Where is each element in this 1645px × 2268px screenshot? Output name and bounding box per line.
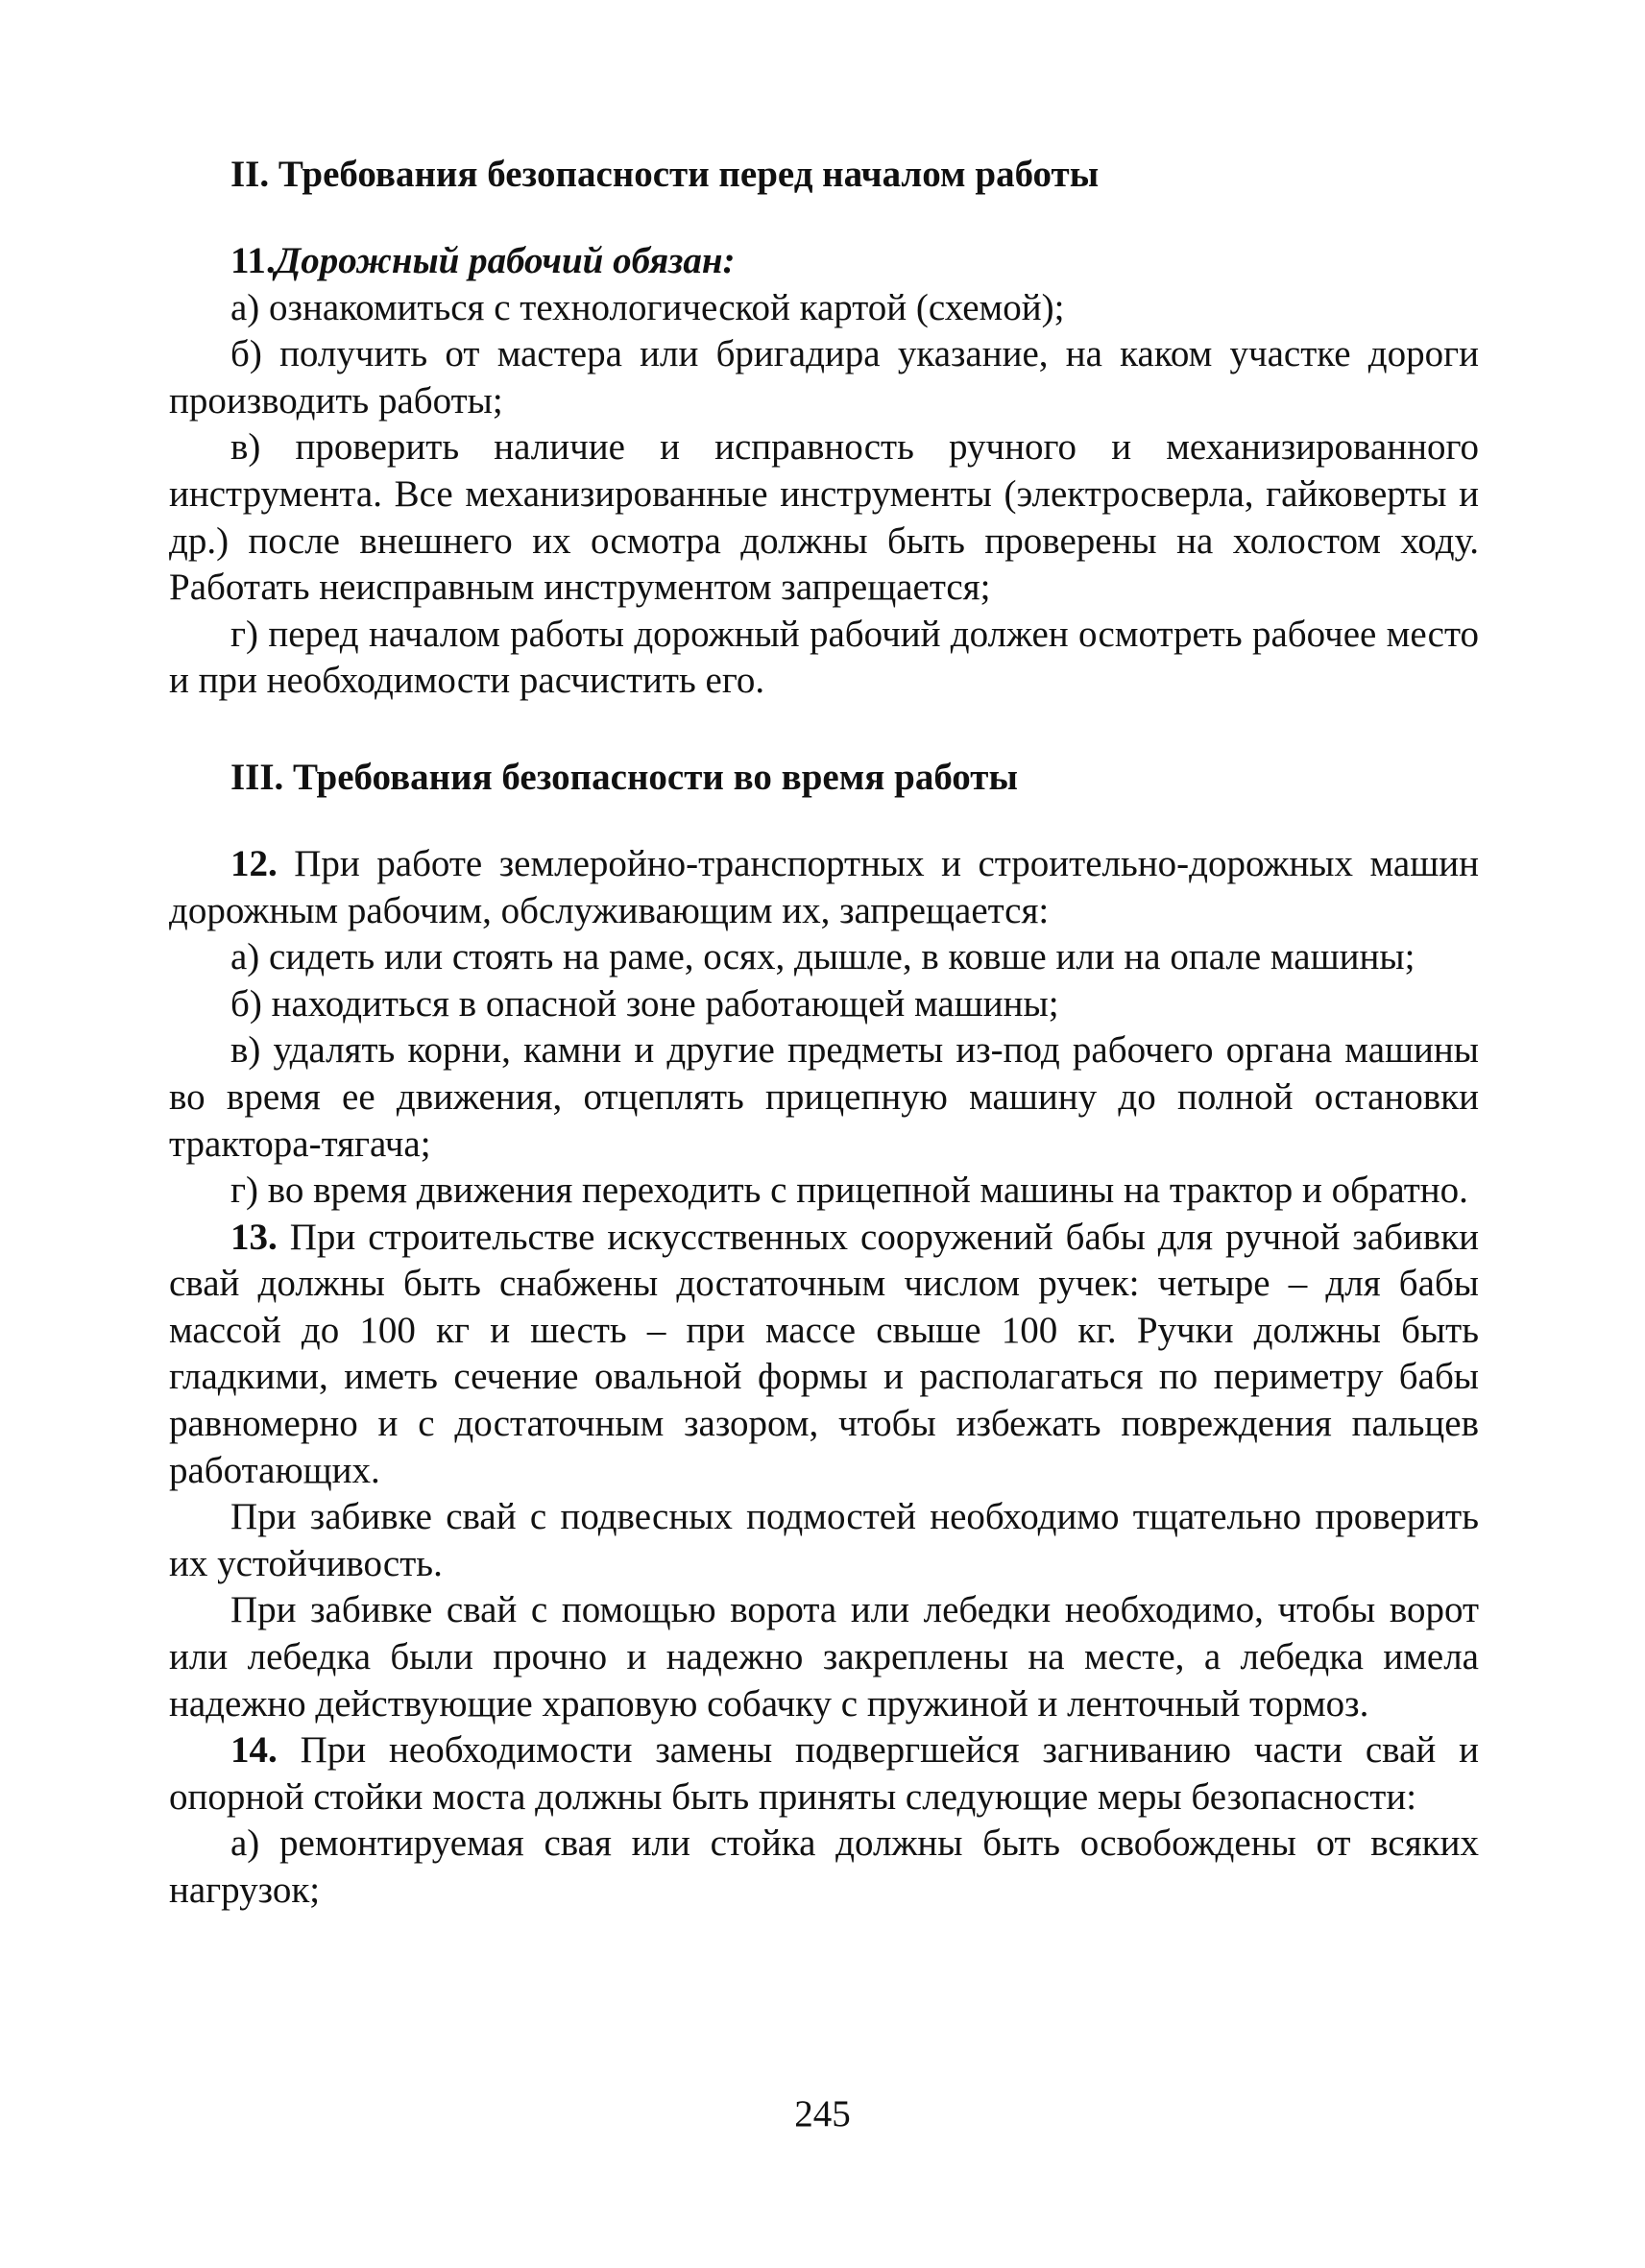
paragraph-14-number: 14. bbox=[230, 1729, 278, 1772]
section-2-heading: II. Требования безопасности перед началом работы bbox=[230, 154, 1100, 195]
paragraph-11 bbox=[169, 238, 1479, 285]
paragraph-12-item-g: г) во время движения переходить с прицепной машины на трактор и обратно. bbox=[230, 1170, 1468, 1212]
paragraph-11-item-v: в) проверить наличие и исправность ручного и механизированного инструмента. Все механизированные инструменты (электросверла, гайковерты и др.) после внешнего их осмотра должны быть проверены на холостом ходу. Работать неисправным инструментом запрещается; bbox=[169, 426, 1479, 609]
paragraph-14 bbox=[169, 1727, 1479, 1821]
paragraph-11-item-g: г) перед началом работы дорожный рабочий должен осмотреть рабочее место и при необходимости расчистить его. bbox=[169, 613, 1479, 702]
page-number: 245 bbox=[794, 2093, 851, 2135]
paragraph-11-item-b: б) получить от мастера или бригадира указание, на каком участке дороги производить работы; bbox=[169, 333, 1479, 422]
paragraph-12-item-a: а) сидеть или стоять на раме, осях, дышле, в ковше или на опале машины; bbox=[230, 936, 1415, 978]
paragraph-12-number: 12. bbox=[230, 842, 278, 884]
paragraph-12-item-v: в) удалять корни, камни и другие предметы из-под рабочего органа машины во время ее движения, отцеплять прицепную машину до полной остановки трактора-тягача; bbox=[169, 1029, 1479, 1165]
document-page bbox=[169, 144, 1479, 1915]
paragraph-11-number: 11. bbox=[230, 240, 276, 281]
paragraph-11-lead: Дорожный рабочий обязан: bbox=[275, 240, 736, 281]
paragraph-13-note-1: При забивке свай с подвесных подмостей необходимо тщательно проверить их устойчивость. bbox=[169, 1496, 1479, 1584]
paragraph-12 bbox=[169, 841, 1479, 934]
paragraph-13-note-2: При забивке свай с помощью ворота или лебедки необходимо, чтобы ворот или лебедка были прочно и надежно закреплены на месте, а лебедка имела надежно действующие храповую собачку с пружиной и ленточный тормоз. bbox=[169, 1589, 1479, 1725]
paragraph-13-text: При строительстве искусственных сооружений бабы для ручной забивки свай должны быть снабжены достаточным числом ручек: четыре – для бабы массой до 100 кг и шесть – при массе свыше 100 кг. Ручки должны быть гладкими, иметь сечение овальной формы и располагаться по периметру бабы равномерно и с достаточным зазором, чтобы избежать повреждения пальцев работающих. bbox=[169, 1216, 1480, 1491]
paragraph-14-item-a: а) ремонтируемая свая или стойка должны быть освобождены от всяких нагрузок; bbox=[169, 1822, 1479, 1911]
paragraph-14-text: При необходимости замены подвергшейся загниванию части свай и опорной стойки моста должны быть приняты следующие меры безопасности: bbox=[169, 1729, 1479, 1818]
paragraph-11-item-a: а) ознакомиться с технологической картой (схемой); bbox=[230, 286, 1065, 328]
paragraph-13-number: 13. bbox=[230, 1216, 278, 1258]
paragraph-13 bbox=[169, 1215, 1479, 1495]
paragraph-12-text: При работе землеройно-транспортных и строительно-дорожных машин дорожным рабочим, обслуживающим их, запрещается: bbox=[169, 842, 1479, 931]
section-3-heading: III. Требования безопасности во время работы bbox=[230, 756, 1018, 798]
paragraph-12-item-b: б) находиться в опасной зоне работающей машины; bbox=[230, 982, 1059, 1025]
